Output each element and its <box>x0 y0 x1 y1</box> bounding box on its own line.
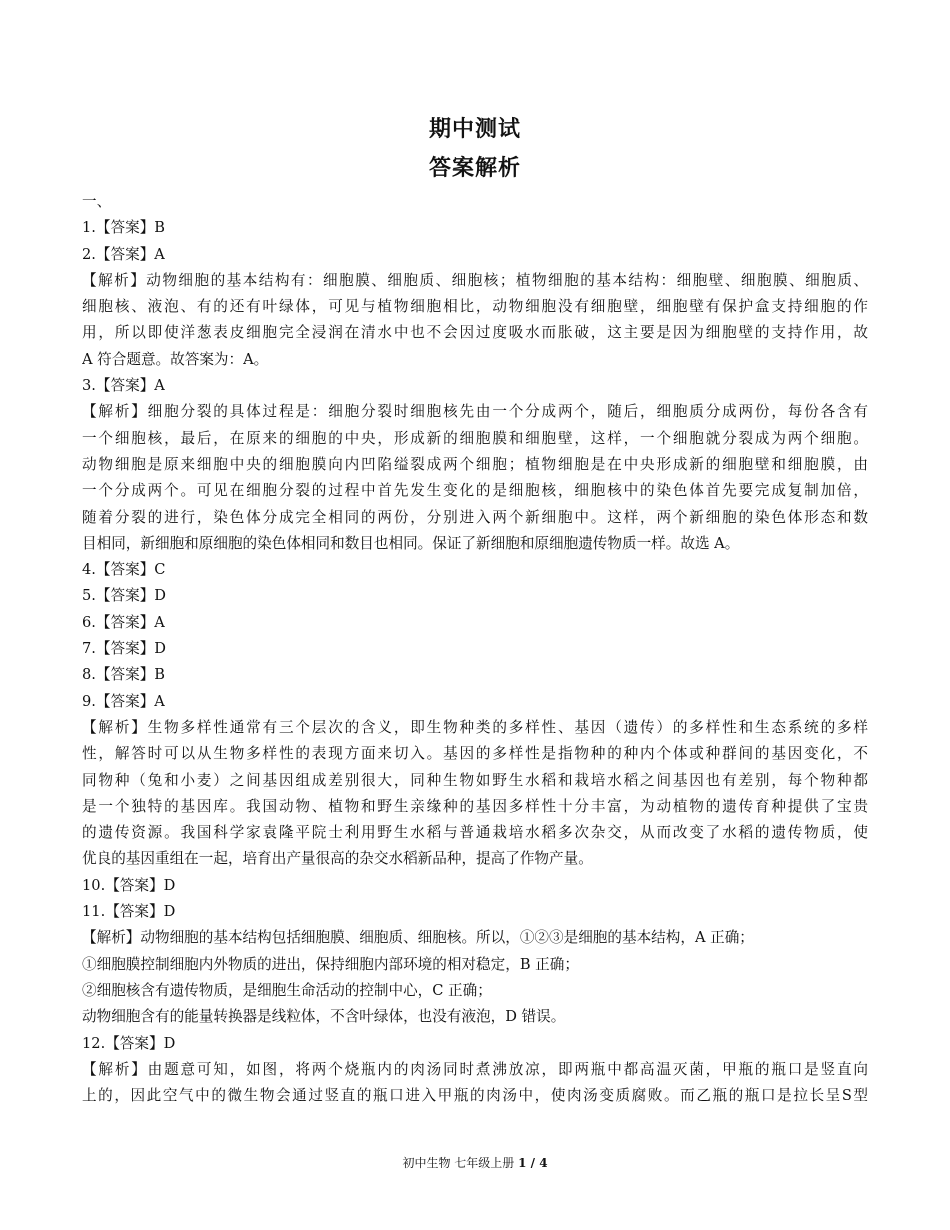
text-line: 9.【答案】A <box>82 692 165 710</box>
text-line: 1.【答案】B <box>82 219 166 237</box>
text-line: 2.【答案】A <box>82 245 165 263</box>
text-line: 随着分裂的进行，染色体分成完全相同的两份，分别进入两个新细胞中。这样，两个新细胞的染色体形态和数 <box>82 508 868 526</box>
answer-lines <box>82 215 868 1109</box>
text-line: 用，所以即使洋葱表皮细胞完全浸润在清水中也不会因过度吸水而胀破，这主要是因为细胞壁的支持作用，故 <box>82 324 868 342</box>
text-line: 一个分成两个。可见在细胞分裂的过程中首先发生变化的是细胞核，细胞核中的染色体首先要完成复制加倍， <box>82 482 868 500</box>
text-line: 【解析】动物细胞的基本结构有：细胞膜、细胞质、细胞核；植物细胞的基本结构：细胞壁、细胞膜、细胞质、 <box>82 271 868 289</box>
text-line: 7.【答案】D <box>82 640 166 658</box>
page-subtitle: 答案解析 <box>428 156 521 181</box>
text-line: 【解析】由题意可知，如图，将两个烧瓶内的肉汤同时煮沸放凉，即两瓶中都高温灭菌，甲瓶的瓶口是竖直向 <box>82 1060 868 1078</box>
text-line: 【解析】细胞分裂的具体过程是：细胞分裂时细胞核先由一个分成两个，随后，细胞质分成两份，每份各含有 <box>82 403 868 421</box>
text-line: 8.【答案】B <box>82 666 166 684</box>
text-line: ①细胞膜控制细胞内外物质的进出，保持细胞内部环境的相对稳定，B 正确； <box>82 955 579 973</box>
text-line: 11.【答案】D <box>82 903 176 921</box>
text-line: 动物细胞是原来细胞中央的细胞膜向内凹陷缢裂成两个细胞；植物细胞是在中央形成新的细胞壁和细胞膜，由 <box>82 455 868 473</box>
text-line: 12.【答案】D <box>82 1034 176 1052</box>
page-title: 期中测试 <box>428 117 521 142</box>
text-line: 【解析】动物细胞的基本结构包括细胞膜、细胞质、细胞核。所以，①②③是细胞的基本结构，A 正确； <box>82 929 754 947</box>
text-line: 目相同，新细胞和原细胞的染色体相同和数目也相同。保证了新细胞和原细胞遗传物质一样。故选 A。 <box>82 534 740 552</box>
text-line: 细胞核、液泡、有的还有叶绿体，可见与植物细胞相比，动物细胞没有细胞壁，细胞壁有保护盒支持细胞的作 <box>82 298 868 316</box>
text-line: 一个细胞核，最后，在原来的细胞的中央，形成新的细胞膜和细胞壁，这样，一个细胞就分裂成为两个细胞。 <box>82 429 868 447</box>
text-line: 【解析】生物多样性通常有三个层次的含义，即生物种类的多样性、基因（遗传）的多样性和生态系统的多样 <box>82 718 868 736</box>
text-line: 是一个独特的基因库。我国动物、植物和野生亲缘种的基因多样性十分丰富，为动植物的遗传育种提供了宝贵 <box>82 797 868 815</box>
answer-content <box>82 189 868 1109</box>
text-line: 10.【答案】D <box>82 876 176 894</box>
page-footer <box>0 1155 950 1171</box>
text-line: A 符合题意。故答案为：A。 <box>82 350 269 368</box>
text-line: 性，解答时可以从生物多样性的表现方面来切入。基因的多样性是指物种的种内个体或种群间的基因变化，不 <box>82 745 868 763</box>
text-line: 4.【答案】C <box>82 561 166 579</box>
text-line: 同物种（兔和小麦）之间基因组成差别很大，同种生物如野生水稻和栽培水稻之间基因也有差别，每个物种都 <box>82 771 868 789</box>
text-line: 6.【答案】A <box>82 613 165 631</box>
text-line: 5.【答案】D <box>82 587 166 605</box>
text-line: 优良的基因重组在一起，培育出产量很高的杂交水稻新品种，提高了作物产量。 <box>82 850 593 868</box>
text-line: ②细胞核含有遗传物质，是细胞生命活动的控制中心，C 正确； <box>82 981 492 999</box>
section-heading: 一、 <box>82 193 112 210</box>
text-line: 的遗传资源。我国科学家袁隆平院士利用野生水稻与普通栽培水稻多次杂交，从而改变了水稻的遗传物质，使 <box>82 824 868 842</box>
footer-page-number: 1 / 4 <box>518 1156 548 1170</box>
text-line: 上的，因此空气中的微生物会通过竖直的瓶口进入甲瓶的肉汤中，使肉汤变质腐败。而乙瓶的瓶口是拉长呈S型 <box>82 1087 868 1105</box>
text-line: 动物细胞含有的能量转换器是线粒体，不含叶绿体，也没有液泡，D 错误。 <box>82 1008 566 1026</box>
text-line: 3.【答案】A <box>82 377 165 395</box>
footer-course: 初中生物 七年级上册 <box>402 1156 515 1170</box>
